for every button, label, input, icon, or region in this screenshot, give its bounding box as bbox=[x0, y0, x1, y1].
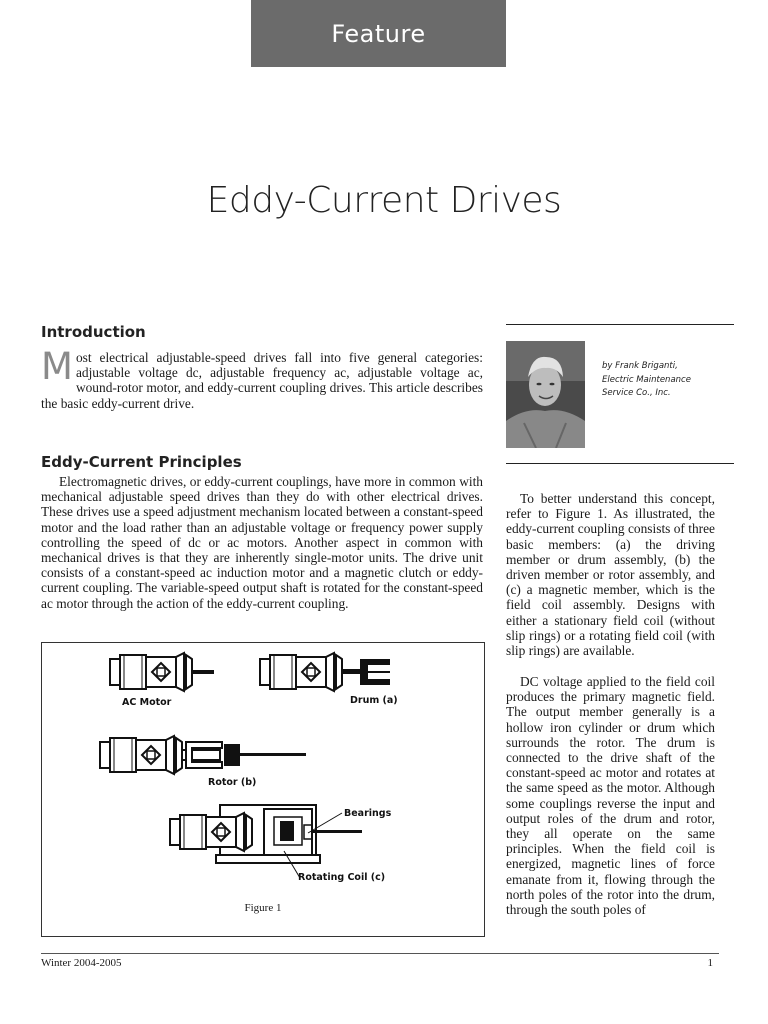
article-title: Eddy-Current Drives bbox=[206, 180, 562, 221]
byline-line-2: Electric Maintenance bbox=[602, 374, 691, 385]
label-ac-motor: AC Motor bbox=[122, 697, 172, 708]
byline-line-1: by Frank Briganti, bbox=[602, 361, 678, 371]
label-rotating-coil: Rotating Coil (c) bbox=[298, 872, 386, 883]
intro-text: ost electrical adjustable-speed drives fall into five general categories: adjustable voltage dc, adjustable frequency ac, adjustable voltage ac, wound-rotor motor, and eddy-current coupling drives. This article describes the basic eddy-current drive. bbox=[41, 350, 483, 411]
page-number: 1 bbox=[707, 957, 713, 969]
principles-heading: Eddy-Current Principles bbox=[41, 453, 242, 471]
rotating-coil-drawing bbox=[170, 805, 362, 863]
author-top-rule bbox=[506, 324, 734, 325]
figure-1-illustration bbox=[42, 643, 484, 936]
rotor-drawing bbox=[100, 736, 306, 774]
intro-heading: Introduction bbox=[41, 323, 146, 341]
author-bottom-rule bbox=[506, 463, 734, 464]
principles-paragraph: Electromagnetic drives, or eddy-current couplings, have more in common with mechanical adjustable speed drives than they do with other electrical drives. These drives use a speed adjustment mechanism located between a constant-speed motor and the load rather than an adjustable voltage or frequency power supply controlling the speed of dc or ac motors. Another aspect in common with mechanical drives is that they are inherently single-motor units. The drive unit consists of a constant-speed ac induction motor and a magnetic clutch or eddy-current coupling. The variable-speed output shaft is rotated for the constant-speed ac motor through the action of the eddy-current coupling. bbox=[41, 474, 483, 611]
label-drum: Drum (a) bbox=[350, 695, 398, 706]
right-column-paragraph-1: To better understand this concept, refer to Figure 1. As illustrated, the eddy-current coupling consists of three basic members: (a) the driving member or drum assembly, (b) the driven member or rotor assembly, and (c) a magnetic member, which is the field coil assembly. Designs with either a stationary field coil (without slip rings) or a rotating field coil (with slip rings) are available. bbox=[506, 491, 715, 659]
byline-line-3: Service Co., Inc. bbox=[602, 388, 671, 398]
drop-cap: M bbox=[41, 345, 73, 388]
right-column-paragraph-2: DC voltage applied to the field coil produces the primary magnetic field. The output member generally is a hollow iron cylinder or drum which surrounds the rotor. The drum is connected to the drive shaft of the constant-speed ac motor and rotates at the same speed as the motor. Although some couplings reverse the input and output roles of the drum and rotor, they all operate on the same principles. When the field coil is energized, magnetic lines of force emanate from it, flowing through the north poles of the rotor into the drum, through the south poles of bbox=[506, 674, 715, 918]
author-photo bbox=[506, 341, 585, 448]
footer-rule bbox=[41, 953, 719, 954]
intro-paragraph bbox=[41, 345, 483, 411]
ac-motor-drawing bbox=[110, 653, 214, 691]
footer-issue: Winter 2004-2005 bbox=[41, 957, 122, 969]
drum-drawing bbox=[260, 653, 390, 691]
label-rotor: Rotor (b) bbox=[208, 777, 257, 788]
figure-caption: Figure 1 bbox=[244, 902, 282, 914]
author-byline bbox=[602, 360, 732, 401]
figure-1-box bbox=[41, 642, 485, 937]
section-label: Feature bbox=[331, 19, 426, 48]
section-banner bbox=[251, 0, 506, 67]
label-bearings: Bearings bbox=[344, 808, 392, 819]
